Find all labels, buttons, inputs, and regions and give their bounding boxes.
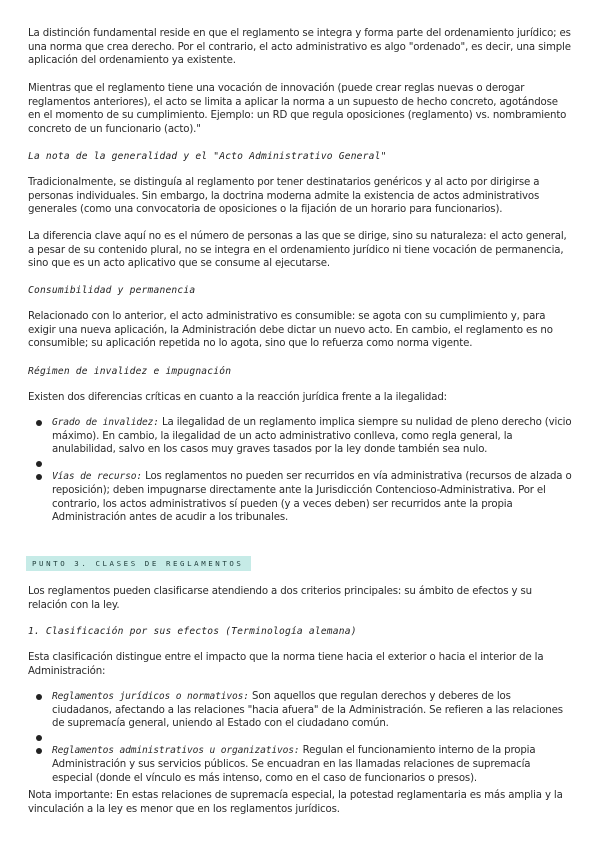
item-text: Los reglamentos no pueden ser recurridos en vía administrativa (recursos de alzada o reposición); deben impugnarse directamente ante la Jurisdicción Contencioso-Administrativa. Por el contrario, los actos administrativos sí pueden (y a veces deben) ser recurridos ante la propia Administración antes de acudir a los tribunales. — [52, 471, 572, 524]
bullet-icon — [36, 735, 42, 741]
term-label: Grado de invalidez: — [52, 417, 159, 428]
item-text: Son aquellos que regulan derechos y deberes de los ciudadanos, afectando a las relaciones "hacia afuera" de la Administración. Se refieren a las relaciones de supremacía general, uniendo al Estado con el ciudadano común. — [52, 691, 563, 730]
term-label: Reglamentos jurídicos o normativos: — [52, 691, 249, 702]
invalidez-list — [28, 416, 573, 525]
list-item-empty — [28, 457, 573, 471]
bullet-icon — [36, 694, 42, 700]
generalidad-heading: La nota de la generalidad y el "Acto Administrativo General" — [28, 151, 387, 162]
generalidad-paragraph-2: La diferencia clave aquí no es el número de personas a las que se dirige, sino su naturaleza: el acto general, a pesar de su contenido plural, no se integra en el ordenamiento jurídico ni tiene vocación de permanencia, sino que es un acto aplicativo que se consume al ejecutarse. — [28, 231, 567, 270]
invalidez-heading: Régimen de invalidez e impugnación — [28, 366, 232, 377]
list-item — [28, 690, 573, 731]
term-label: Vías de recurso: — [52, 471, 143, 483]
list-item — [28, 416, 573, 457]
punto3-intro: Los reglamentos pueden clasificarse atendiendo a dos criterios principales: su ámbito de efectos y su relación con la ley. — [28, 586, 532, 611]
list-item — [28, 744, 573, 785]
invalidez-intro: Existen dos diferencias críticas en cuanto a la reacción jurídica frente a la ilegalidad: — [28, 392, 447, 403]
section-label-punto-3: PUNTO 3. CLASES DE REGLAMENTOS — [26, 556, 251, 571]
clasificacion-paragraph: Esta clasificación distingue entre el impacto que la norma tiene hacia el exterior o hacia el interior de la Administración: — [28, 652, 544, 677]
item-text: Regulan el funcionamiento interno de la propia Administración y sus servicios públicos. Se encuadran en las llamadas relaciones de supremacía especial (donde el vínculo es más intenso, como en el caso de funcionarios o presos). — [52, 745, 536, 784]
term-label: Reglamentos administrativos u organizativos: — [52, 745, 300, 757]
clasificacion-heading: 1. Clasificación por sus efectos (Terminología alemana) — [28, 626, 357, 637]
intro-paragraph-1: La distinción fundamental reside en que el reglamento se integra y forma parte del ordenamiento jurídico; es una norma que crea derecho. Por el contrario, el acto administrativo es algo "ordenado", es decir, una simple aplicación del ordenamiento ya existente. — [28, 28, 571, 67]
nota-importante: Nota importante: En estas relaciones de supremacía especial, la potestad reglamentaria es más amplia y la vinculación a la ley es menor que en los reglamentos jurídicos. — [28, 790, 563, 815]
bullet-icon — [36, 461, 42, 467]
clasificacion-list — [28, 690, 573, 785]
bullet-icon — [36, 474, 42, 480]
list-item — [28, 470, 573, 524]
generalidad-paragraph-1: Tradicionalmente, se distinguía al reglamento por tener destinatarios genéricos y al acto por dirigirse a personas individuales. Sin embargo, la doctrina moderna admite la existencia de actos administrativos generales (como una convocatoria de oposiciones o la fijación de un horario para funcionarios). — [28, 177, 540, 216]
item-text: La ilegalidad de un reglamento implica siempre su nulidad de pleno derecho (vicio máximo). En cambio, la ilegalidad de un acto administrativo conlleva, como regla general, la anulabilidad, salvo en los casos muy graves tasados por la ley donde también sea nulo. — [52, 417, 572, 456]
bullet-icon — [36, 420, 42, 426]
consumibilidad-paragraph: Relacionado con lo anterior, el acto administrativo es consumible: se agota con su cumplimiento y, para exigir una nueva aplicación, la Administración debe dictar un nuevo acto. En cambio, el reglamento es no consumible; su aplicación repetida no lo agota, sino que lo refuerza como norma vigente. — [28, 311, 553, 350]
bullet-icon — [36, 748, 42, 754]
intro-paragraph-2: Mientras que el reglamento tiene una vocación de innovación (puede crear reglas nuevas o derogar reglamentos anteriores), el acto se limita a aplicar la norma a un supuesto de hecho concreto, agotándose en el momento de su cumplimiento. Ejemplo: un RD que regula oposiciones (reglamento) vs. nombramiento concreto de un funcionario (acto)." — [28, 83, 567, 135]
consumibilidad-heading: Consumibilidad y permanencia — [28, 285, 196, 296]
list-item-empty — [28, 731, 573, 745]
